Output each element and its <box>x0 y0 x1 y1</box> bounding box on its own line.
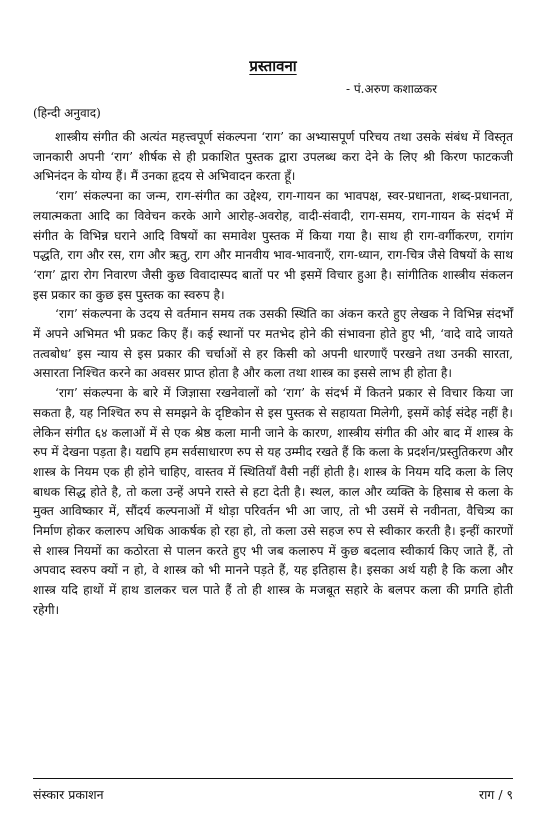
footer-page-number: राग / ९ <box>478 787 513 802</box>
author-line: - पं.अरुण कशाळकर <box>346 82 438 96</box>
paragraph-4: ‘राग’ संकल्पना के बारे में जिज्ञासा रखनेवालों को ‘राग’ के संदर्भ में कितने प्रकार से विचार किया जा सकता है, यह निश्चित रुप से समझने के दृष्टिकोन से इस पुस्तक से सहायता मिलेगी, इसमें कोई संदेह नहीं है। लेकिन संगीत ६४ कलाओं में से एक श्रेष्ठ कला मानी जाने के कारण, शास्त्रीय संगीत की ओर बाद में शास्त्र के रुप में देखना पड़ता है। यद्यपि हम सर्वसाधारण रुप से यह उम्मीद रखते हैं कि कला के प्रदर्शन/प्रस्तुतिकरण और शास्त्र के नियम एक ही होने चाहिए, वास्तव में स्थितियाँ वैसी नहीं होती है। शास्त्र के नियम यदि कला के लिए बाधक सिद्ध होते है, तो कला उन्हें अपने रास्ते से हटा देती है। स्थल, काल और व्यक्ति के हिसाब से कला के मुक्त आविष्कार में, सौंदर्य कल्पनाओं में थोड़ा परिवर्तन भी आ जाए, तो भी उसमें से नवीनता, वैचित्र्य का निर्माण होकर कलारुप अधिक आकर्षक हो रहा हो, तो कला उसे सहज रुप से स्वीकार करती है। इन्हीं कारणों से शास्त्र नियमों का कठोरता से पालन करते हुए भी जब कलारुप में कुछ बदलाव स्वीकार्य किए जाते हैं, तो अपवाद स्वरुप क्यों न हो, वे शास्त्र को भी मानने पड़ते हैं, यह इतिहास है। इसका अर्थ यही है कि कला और शास्त्र यदि हाथों में हाथ डालकर चल पाते हैं तो ही शास्त्र के मजबूत सहारे के बलपर कला की प्रगति होती रहेगी। <box>33 386 513 617</box>
paragraph-1: शास्त्रीय संगीत की अत्यंत महत्त्वपूर्ण संकल्पना ‘राग’ का अभ्यासपूर्ण परिचय तथा उसके संबंध में विस्तृत जानकारी अपनी ‘राग’ शीर्षक से ही प्रकाशित पुस्तक द्वारा उपलब्ध करा देने के लिए श्री किरण फाटकजी अभिनंदन के योग्य हैं। मैं उनका हृदय से अभिवादन करता हूँ। <box>33 130 513 184</box>
paragraph-2: ‘राग’ संकल्पना का जन्म, राग-संगीत का उद्देश्य, राग-गायन का भावपक्ष, स्वर-प्रधानता, शब्द-प्रधानता, लयात्मकता आदि का विवेचन करके आगे आरोह-अवरोह, वादी-संवादी, राग-समय, राग-गायन के संदर्भ में संगीत के विभिन्न घराने आदि विषयों का समावेश पुस्तक में किया गया है। साथ ही राग-वर्गीकरण, रागांग पद्धति, राग और रस, राग और ऋतु, राग और मानवीय भाव-भावनाएँ, राग-ध्यान, राग-चित्र जैसे विषयों के साथ ‘राग’ द्वारा रोग निवारण जैसी कुछ विवादास्पद बातों पर भी इसमें विचार हुआ है। सांगीतिक शास्त्रीय संकलन इस प्रकार का कुछ इस पुस्तक का स्वरुप है। <box>33 189 513 302</box>
translation-note: (हिन्दी अनुवाद) <box>33 106 101 120</box>
footer-publisher: संस्कार प्रकाशन <box>33 787 104 802</box>
paragraph-3: ‘राग’ संकल्पना के उदय से वर्तमान समय तक उसकी स्थिति का अंकन करते हुए लेखक ने विभिन्न संदर्भों में अपने अभिमत भी प्रकट किए हैं। कई स्थानों पर मतभेद होने की संभावना होते हुए भी, ‘वादे वादे जायते तत्वबोध’ इस न्याय से इस प्रकार की चर्चाओं से हर किसी को अपनी धारणाएँ परखने तथा उनकी सारता, असारता निश्चित करने का अवसर प्राप्त होता है और कला तथा शास्त्र का इससे लाभ ही होता है। <box>33 307 513 381</box>
body-text <box>33 128 513 621</box>
footer-divider <box>33 778 513 779</box>
page-title: प्रस्तावना <box>249 57 297 75</box>
